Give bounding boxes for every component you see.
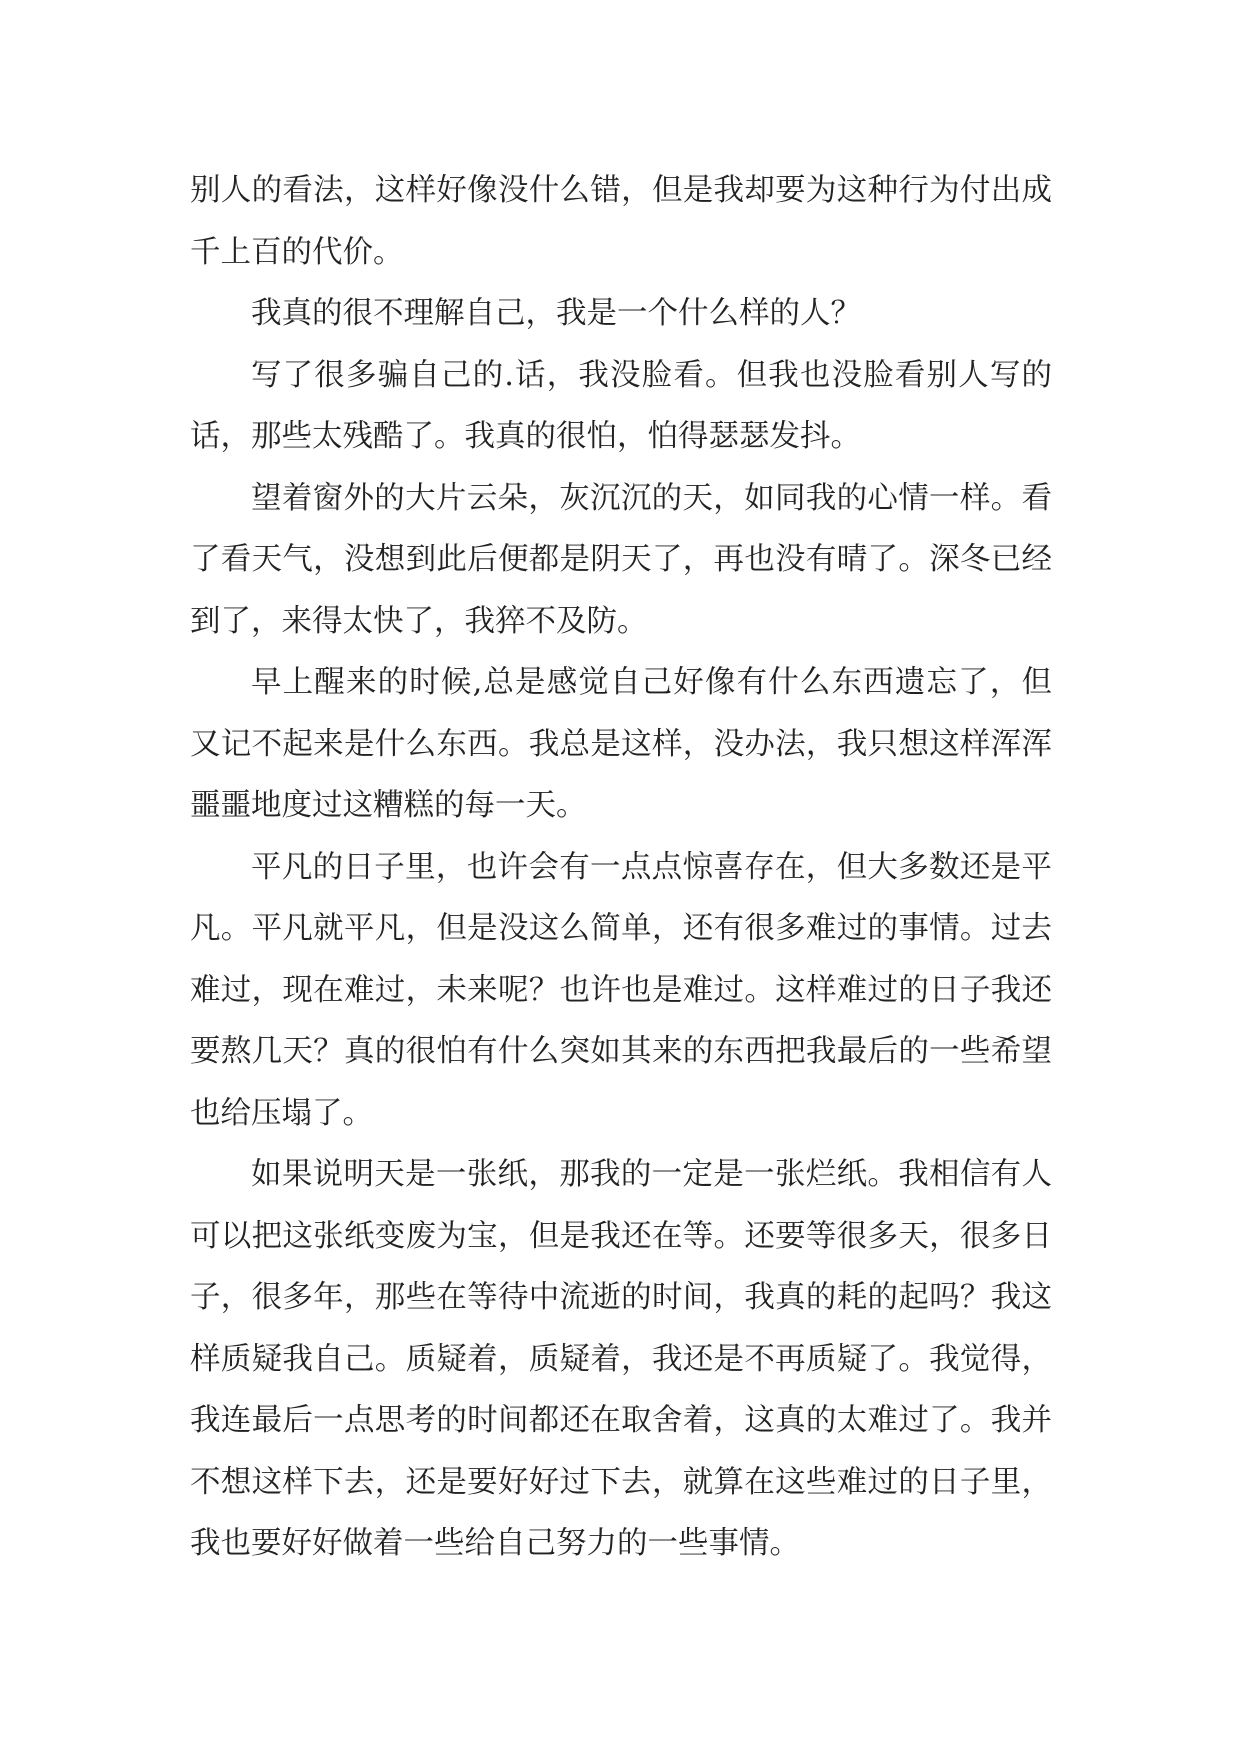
paragraph-1: 别人的看法，这样好像没什么错，但是我却要为这种行为付出成千上百的代价。 <box>190 173 1052 270</box>
document-body <box>190 160 1052 1575</box>
paragraph-4: 望着窗外的大片云朵，灰沉沉的天，如同我的心情一样。看了看天气，没想到此后便都是阴天了，再也没有晴了。深冬已经到了，来得太快了，我猝不及防。 <box>190 480 1052 639</box>
paragraph-3: 写了很多骗自己的.话，我没脸看。但我也没脸看别人写的话，那些太残酷了。我真的很怕，怕得瑟瑟发抖。 <box>190 357 1052 454</box>
paragraph-5: 早上醒来的时候,总是感觉自己好像有什么东西遗忘了，但又记不起来是什么东西。我总是这样，没办法，我只想这样浑浑噩噩地度过这糟糕的每一天。 <box>190 665 1052 823</box>
paragraph-6: 平凡的日子里，也许会有一点点惊喜存在，但大多数还是平凡。平凡就平凡，但是没这么简单，还有很多难过的事情。过去难过，现在难过，未来呢？也许也是难过。这样难过的日子我还要熬几天？真的很怕有什么突如其来的东西把我最后的一些希望也给压塌了。 <box>190 849 1052 1131</box>
paragraph-7: 如果说明天是一张纸，那我的一定是一张烂纸。我相信有人可以把这张纸变废为宝，但是我还在等。还要等很多天，很多日子，很多年，那些在等待中流逝的时间，我真的耗的起吗？我这样质疑我自己。质疑着，质疑着，我还是不再质疑了。我觉得，我连最后一点思考的时间都还在取舍着，这真的太难过了。我并不想这样下去，还是要好好过下去，就算在这些难过的日子里，我也要好好做着一些给自己努力的一些事情。 <box>190 1157 1052 1561</box>
paragraph-2: 我真的很不理解自己，我是一个什么样的人？ <box>251 296 861 331</box>
